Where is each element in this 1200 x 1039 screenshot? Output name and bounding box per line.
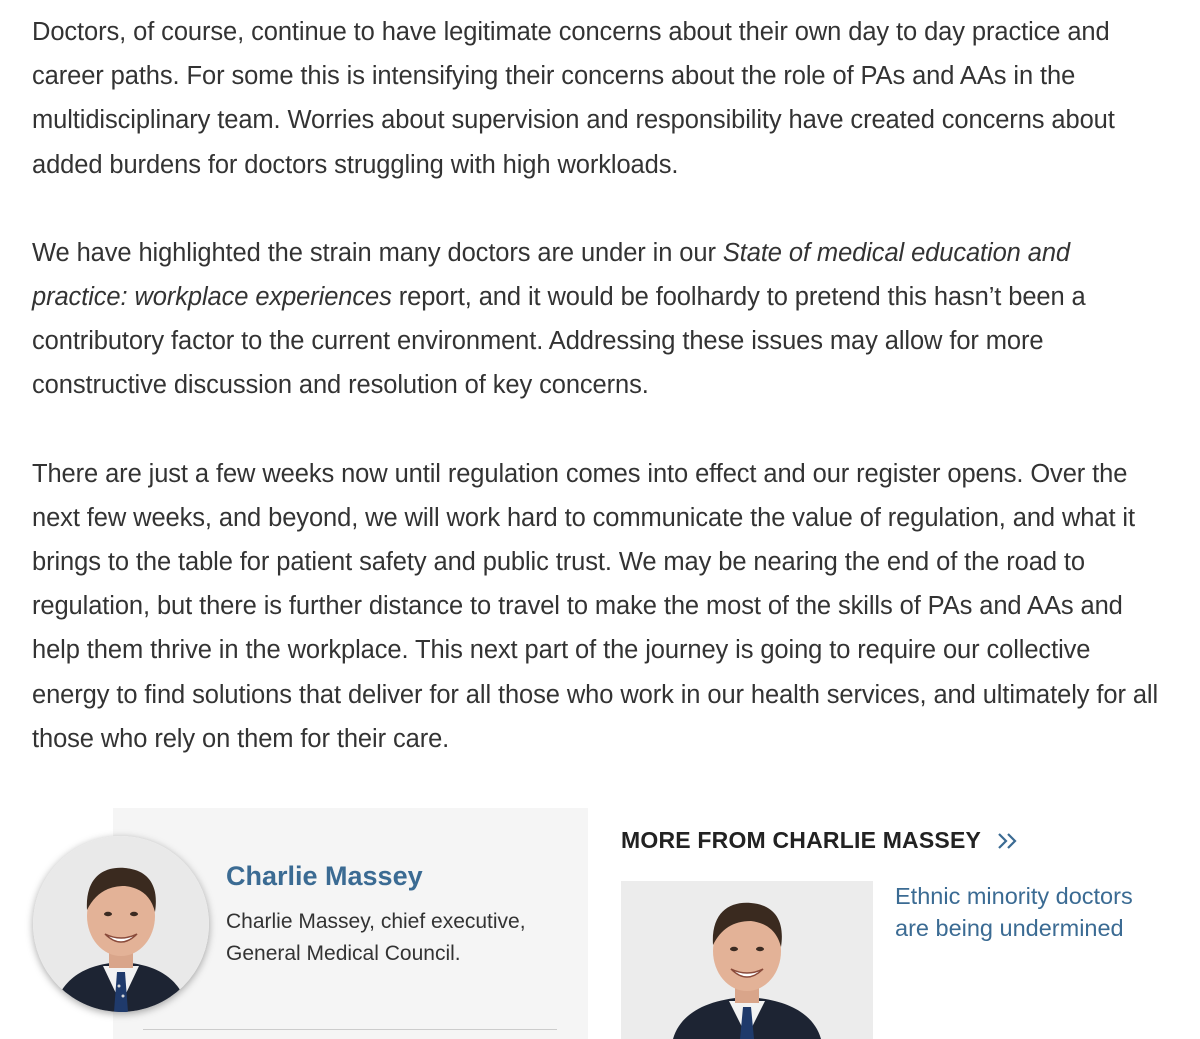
article-body xyxy=(32,10,1162,805)
more-from-heading-label: MORE FROM CHARLIE MASSEY xyxy=(621,827,981,853)
author-avatar[interactable] xyxy=(33,836,209,1012)
author-portrait-icon xyxy=(621,881,873,1039)
author-divider xyxy=(143,1029,557,1030)
report-title: State of medical education and practice: workplace experiences xyxy=(32,238,1070,312)
more-from-heading[interactable] xyxy=(621,824,1019,858)
paragraph-text: We have highlighted the strain many doctors are under in our xyxy=(32,238,723,267)
paragraph-text: report, and it would be foolhardy to pretend this hasn’t been a contributory factor to the current environment. Addressing these issues may allow for more constructive discussion and resolution of key concerns. xyxy=(32,283,1086,400)
related-article-link[interactable]: Ethnic minority doctors are being undermined xyxy=(895,883,1133,941)
paragraph-text: Doctors, of course, continue to have legitimate concerns about their own day to day practice and career paths. For some this is intensifying their concerns about the role of PAs and AAs in the multidisciplinary team. Worries about supervision and responsibility have created concerns about added burdens for doctors struggling with high workloads. xyxy=(32,18,1115,179)
author-bio: Charlie Massey, chief executive, General Medical Council. xyxy=(226,910,526,965)
paragraph-text: There are just a few weeks now until regulation comes into effect and our register opens. Over the next few weeks, and beyond, we will work hard to communicate the value of regulation, and what it brings to the table for patient safety and public trust. We may be nearing the end of the road to regulation, but there is further distance to travel to make the most of the skills of PAs and AAs and help them thrive in the workplace. This next part of the journey is going to require our collective energy to find solutions that deliver for all those who work in our health services, and ultimately for all those who rely on them for their care. xyxy=(32,459,1159,753)
related-article-thumbnail[interactable] xyxy=(621,881,873,1039)
double-chevron-right-icon xyxy=(997,826,1019,858)
article-paragraph xyxy=(32,231,1162,408)
article-paragraph xyxy=(32,10,1162,187)
author-portrait-icon xyxy=(33,836,209,1012)
author-name-link[interactable]: Charlie Massey xyxy=(226,861,423,891)
article-paragraph xyxy=(32,452,1162,761)
